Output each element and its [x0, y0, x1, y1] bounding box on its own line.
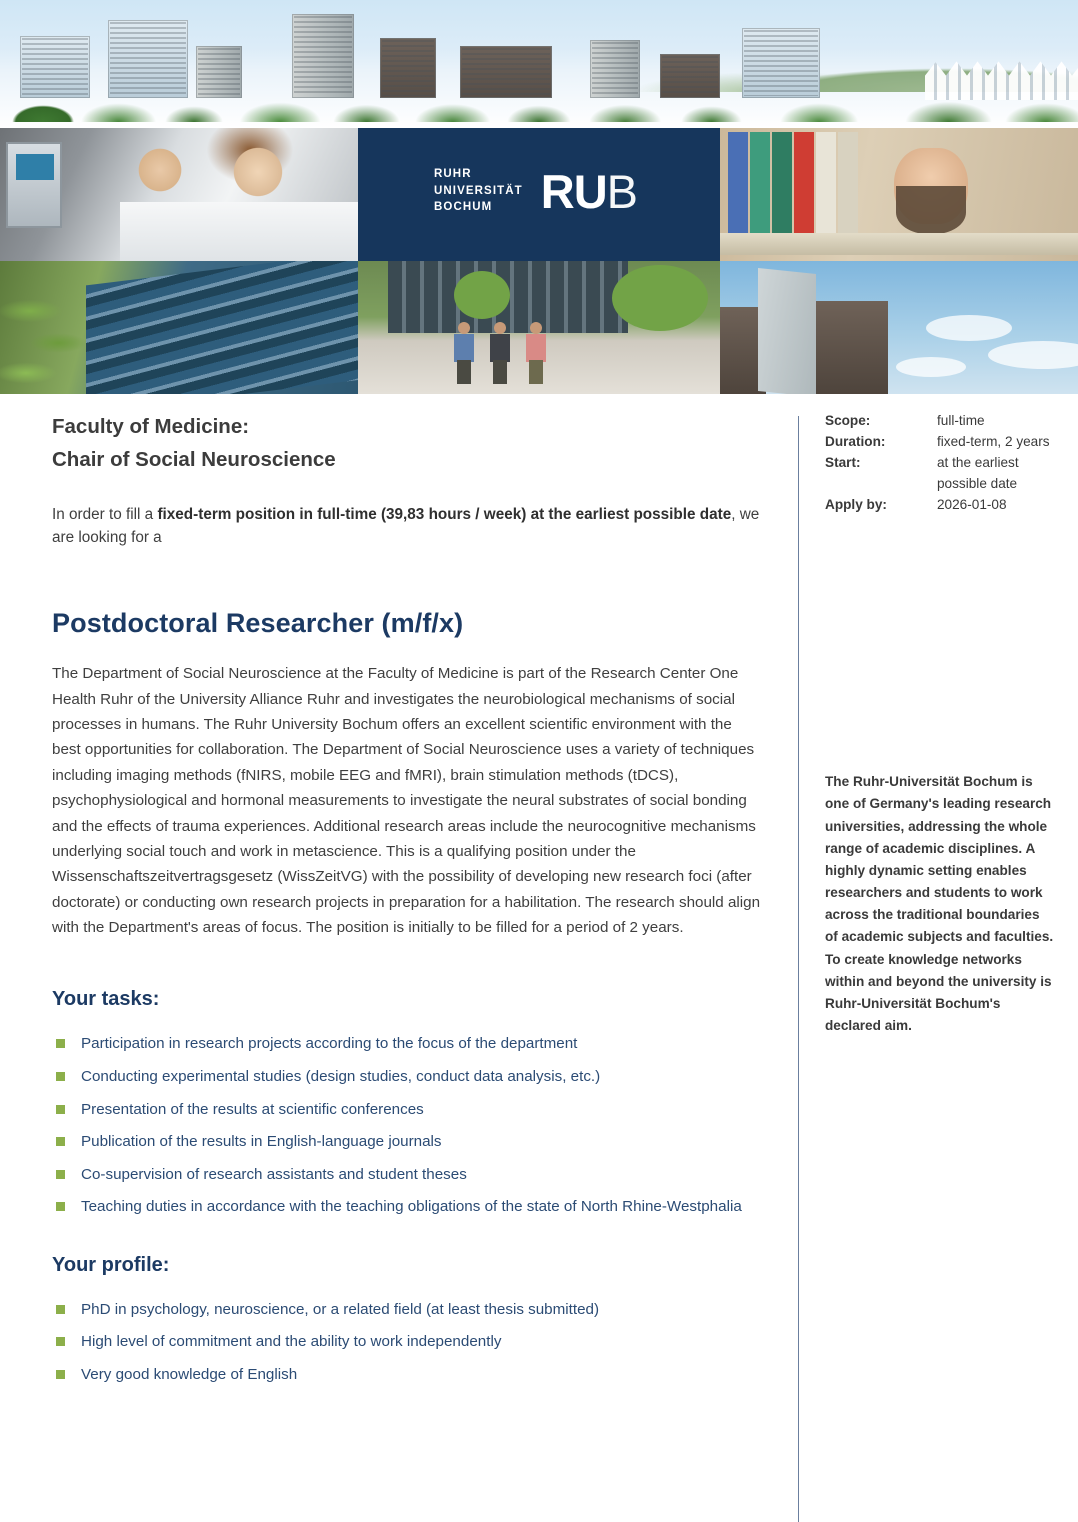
- list-item: PhD in psychology, neuroscience, or a related field (at least thesis submitted): [52, 1299, 762, 1321]
- logo-line-bochum: BOCHUM: [434, 201, 493, 214]
- building-facade: [86, 261, 358, 394]
- list-item: Publication of the results in English-language journals: [52, 1131, 762, 1153]
- cloud: [988, 341, 1078, 369]
- rub-monogram: [540, 164, 638, 218]
- university-building-photo: [720, 261, 1078, 394]
- meta-value: full-time: [937, 413, 985, 428]
- library-books-photo: [720, 128, 1078, 261]
- list-item: Co-supervision of research assistants and student theses: [52, 1164, 762, 1186]
- meta-value: 2026-01-08: [937, 497, 1007, 513]
- list-item: Conducting experimental studies (design studies, conduct data analysis, etc.): [52, 1066, 762, 1088]
- intro-pre: In order to fill a: [52, 506, 158, 524]
- rub-monogram-b: B: [606, 164, 638, 218]
- book-spine: [816, 132, 836, 236]
- cloud: [896, 357, 966, 377]
- campus-panorama-banner: [0, 0, 1078, 128]
- list-item: Participation in research projects according to the focus of the department: [52, 1033, 762, 1055]
- intro-paragraph: [52, 504, 762, 550]
- student-figure: [490, 322, 510, 384]
- foliage: [0, 281, 110, 394]
- meta-label: Scope:: [825, 413, 871, 428]
- intro-bold: fixed-term position in full-time (39,83 hours / week) at the earliest possible date: [157, 506, 732, 524]
- job-description: The Department of Social Neuroscience at the Faculty of Medicine is part of the Research Center One Health Ruhr of the University Alliance Ruhr and investigates the neurobiological mechanisms of social processes in humans. The Ruhr University Bochum offers an excellent scientific environment with the best opportunities for collaboration. The Department of Social Neuroscience uses a variety of techniques including imaging methods (fNIRS, mobile EEG and fMRI), brain stimulation methods (tDCS), psychophysiological and hormonal measurements to investigate the neural substrates of social bonding and the effects of trauma experiences. Additional research areas include the neurocognitive mechanisms underlying social touch and work in metascience. This is a qualifying position under the Wissenschaftszeitvertragsgesetz (WissZeitVG) with the possibility of developing new research foci (after doctorate) or conducting own research projects in preparation for a habilitation. The research should align with the Department's areas of focus. The position is initially to be filled for a period of 2 years.: [52, 665, 761, 937]
- page-title: [52, 410, 762, 476]
- rub-logo-block: [358, 128, 720, 261]
- table-row: [825, 410, 1055, 431]
- students-campus-photo: [358, 261, 720, 394]
- tasks-heading: Your tasks:: [52, 988, 160, 1011]
- lab-coats: [120, 202, 358, 261]
- book-spine: [794, 132, 814, 236]
- column-divider: [798, 416, 799, 1522]
- sidebar-column: [825, 410, 1055, 1051]
- profile-heading: Your profile:: [52, 1253, 170, 1276]
- student-figure: [526, 322, 546, 384]
- list-item: Presentation of the results at scientific conferences: [52, 1099, 762, 1121]
- logo-line-ruhr: RUHR: [434, 168, 472, 180]
- tasks-list: [52, 1033, 762, 1217]
- meta-value: fixed-term, 2 years: [937, 434, 1050, 450]
- chair-line: Chair of Social Neuroscience: [52, 448, 336, 472]
- book-spine: [772, 132, 792, 236]
- book-spine: [750, 132, 770, 236]
- building-block: [816, 301, 888, 394]
- meta-value: at the earliest possible date: [937, 455, 1019, 492]
- tree: [454, 271, 510, 319]
- meta-label: Apply by:: [825, 497, 887, 513]
- student-figure: [454, 322, 474, 384]
- book-spine: [838, 132, 858, 236]
- rub-wordmark: [434, 166, 523, 216]
- position-details-table: [825, 410, 1055, 515]
- rub-monogram-ru: RU: [540, 164, 607, 218]
- profile-list: [52, 1299, 762, 1386]
- rub-logo: [434, 166, 637, 216]
- meta-label: Start:: [825, 455, 861, 471]
- trees-foreground: [0, 76, 1078, 122]
- list-item: Teaching duties in accordance with the teaching obligations of the state of North Rhine-Westphalia: [52, 1196, 762, 1218]
- lab-researchers-photo: [0, 128, 358, 261]
- main-column: [52, 410, 762, 1397]
- table-row: [825, 452, 1055, 494]
- faculty-line: Faculty of Medicine:: [52, 415, 250, 438]
- job-title: Postdoctoral Researcher (m/f/x): [52, 608, 464, 639]
- list-item: High level of commitment and the ability to work independently: [52, 1331, 762, 1353]
- list-item: Very good knowledge of English: [52, 1364, 762, 1386]
- intro-post: , we are looking for a: [52, 506, 760, 547]
- about-university-text: The Ruhr-Universität Bochum is one of Germany's leading research universities, addressing the whole range of academic disciplines. A highly dynamic setting enables researchers and students to work across the traditional boundaries of academic subjects and faculties. To create knowledge networks within and beyond the university is Ruhr-Universität Bochum's declared aim.: [825, 774, 1054, 1034]
- person-beard: [896, 186, 966, 234]
- cloud: [926, 315, 1012, 341]
- tower-facade: [758, 268, 816, 394]
- green-building-photo: [0, 261, 358, 394]
- lab-instrument-icon: [6, 142, 62, 228]
- book-spine: [728, 132, 748, 236]
- table-row: [825, 431, 1055, 452]
- table-row: [825, 494, 1055, 515]
- tree: [612, 265, 708, 331]
- document-body: [0, 394, 1078, 1522]
- photo-grid: [0, 128, 1078, 394]
- logo-line-universitat: UNIVERSITÄT: [434, 184, 523, 197]
- bookshelf-board: [720, 233, 1078, 255]
- meta-label: Duration:: [825, 434, 886, 450]
